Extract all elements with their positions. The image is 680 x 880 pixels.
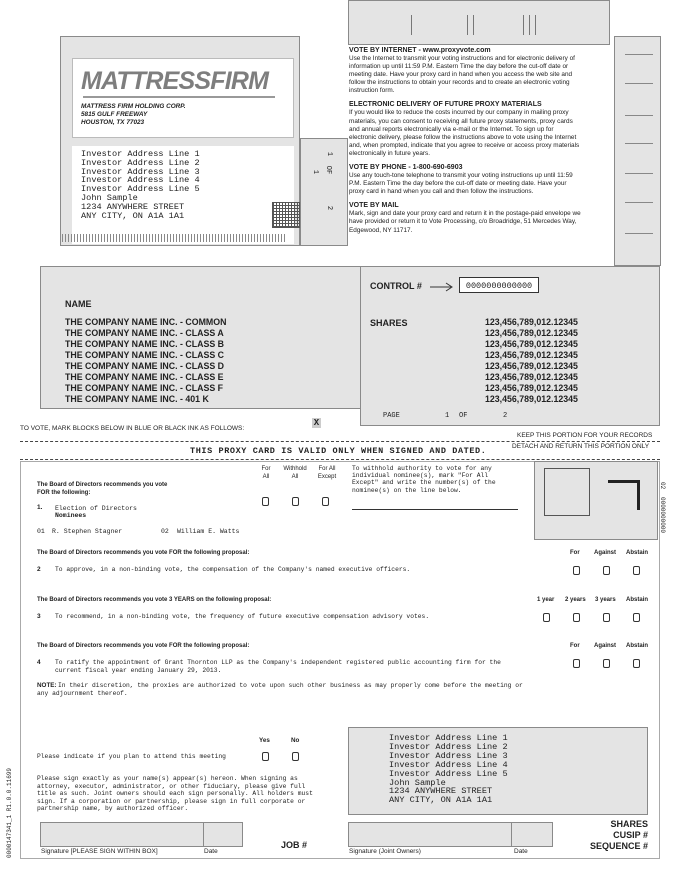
valid-notice: THIS PROXY CARD IS VALID ONLY WHEN SIGNED AND DATED. xyxy=(190,446,487,456)
investor-address xyxy=(81,150,200,220)
instruction-mail xyxy=(349,202,614,234)
investor-address-box xyxy=(72,146,294,244)
holding-name: THE COMPANY NAME INC. - CLASS A xyxy=(65,328,224,338)
share-value: 123,456,789,012.12345 xyxy=(485,317,578,327)
proposal4-col-abstain: Abstain xyxy=(626,643,649,649)
page-vertical-3: 2 xyxy=(325,205,334,211)
detach-portion: DETACH AND RETURN THIS PORTION ONLY xyxy=(512,443,650,450)
withhold-instruction xyxy=(352,465,496,494)
address-line: John Sample xyxy=(81,192,138,203)
address-line: ANY CITY, ON A1A 1A1 xyxy=(81,210,185,221)
col-label: Withhold xyxy=(283,466,307,472)
page-of: OF xyxy=(459,412,468,420)
address-line: 1234 ANYWHERE STREET xyxy=(81,201,185,212)
share-value: 123,456,789,012.12345 xyxy=(485,372,578,382)
footer-shares: SHARES xyxy=(610,819,648,829)
proposal4-line: To ratify the appointment of Grant Thornton LLP as the Company's independent registered public accounting firm for the xyxy=(55,659,501,666)
signature-joint-label: Signature (Joint Owners) xyxy=(349,848,421,855)
withhold-line: To withhold authority to vote for any xyxy=(352,465,492,472)
address-line: Investor Address Line 4 xyxy=(389,759,508,770)
proposal4-col-for: For xyxy=(570,643,580,649)
perforation-line xyxy=(20,441,660,442)
col-label: For xyxy=(261,466,271,472)
for-all-except-checkbox[interactable] xyxy=(322,497,329,506)
date-joint-label: Date xyxy=(514,848,528,855)
proposal4-num: 4 xyxy=(37,659,41,666)
attend-yes-label: Yes xyxy=(259,737,270,744)
postal-barcode xyxy=(62,234,287,242)
signature-joint-box[interactable] xyxy=(348,822,512,847)
right-vertical-code: 02 xyxy=(659,482,666,490)
address-line: 1234 ANYWHERE STREET xyxy=(389,786,493,797)
holding-name: THE COMPANY NAME INC. - 401 K xyxy=(65,394,209,404)
proposal2-against-checkbox[interactable] xyxy=(603,566,610,575)
address-line: Investor Address Line 1 xyxy=(81,149,200,159)
date-joint-box[interactable] xyxy=(511,822,553,847)
address-line: Investor Address Line 1 xyxy=(389,733,508,743)
sign-instruction-line: title as such. Joint owners should each sign personally. All holders must xyxy=(37,790,313,798)
date-box[interactable] xyxy=(203,822,243,847)
ink-instruction: TO VOTE, MARK BLOCKS BELOW IN BLUE OR BLACK INK AS FOLLOWS: xyxy=(20,425,245,432)
page-number: 1 xyxy=(445,412,450,420)
proposal3-1year-checkbox[interactable] xyxy=(543,613,550,622)
instruction-line: have provided or return it to Vote Processing, c/o Broadridge, 51 Mercedes Way, xyxy=(349,218,577,226)
instruction-line: information up until 11:59 P.M. Eastern Time the day before the cut-off date or xyxy=(349,63,569,71)
col-label: Except xyxy=(317,474,337,480)
share-value: 123,456,789,012.12345 xyxy=(485,339,578,349)
election-heading-line: The Board of Directors recommends you vote xyxy=(37,482,168,488)
proposal4-line: current fiscal year ending January 29, 2013. xyxy=(55,666,222,674)
proposal4-abstain-checkbox[interactable] xyxy=(633,659,640,668)
election-heading xyxy=(37,481,167,497)
attend-no-label: No xyxy=(291,737,300,744)
instruction-line: and, when prompted, indicate that you agree to receive or access proxy materials xyxy=(349,141,580,149)
proposal2-text: To approve, in a non-binding vote, the compensation of the Company's named executive officers. xyxy=(55,566,411,573)
page-label: PAGE xyxy=(383,412,400,420)
proposal3-2years-checkbox[interactable] xyxy=(573,613,580,622)
proposal3-col-1year: 1 year xyxy=(537,597,555,603)
company-line: MATTRESS FIRM HOLDING CORP. xyxy=(81,103,186,110)
instruction-electronic xyxy=(349,101,614,158)
instruction-heading: ELECTRONIC DELIVERY OF FUTURE PROXY MATERIALS xyxy=(349,101,542,109)
proposal2-heading: The Board of Directors recommends you vote FOR the following proposal: xyxy=(37,550,250,556)
return-address-panel xyxy=(348,727,648,815)
shares-label: SHARES xyxy=(370,318,408,328)
company-line: 5815 GULF FREEWAY xyxy=(81,111,148,119)
holdings-left xyxy=(40,266,361,409)
page-vertical-2: 1 xyxy=(311,169,320,175)
voting-instructions xyxy=(349,47,614,235)
attend-yes-checkbox[interactable] xyxy=(262,752,269,761)
control-number: 0000000000000 xyxy=(459,277,539,293)
instruction-heading: VOTE BY INTERNET - www.proxyvote.com xyxy=(349,47,491,54)
instruction-line: Use the Internet to transmit your voting instructions and for electronic delivery of xyxy=(349,55,575,62)
footer-right xyxy=(560,819,648,852)
col-label: All xyxy=(291,474,299,480)
instruction-line: follow the instructions to obtain your records and to create an electronic voting xyxy=(349,79,570,87)
proposal2-col-abstain: Abstain xyxy=(626,550,649,556)
company-box xyxy=(72,58,294,138)
address-line: Investor Address Line 5 xyxy=(81,184,200,195)
share-value: 123,456,789,012.12345 xyxy=(485,350,578,360)
proposal2-col-for: For xyxy=(570,550,580,556)
proposal3-abstain-checkbox[interactable] xyxy=(633,613,640,622)
arrow-icon xyxy=(429,280,455,292)
holding-name: THE COMPANY NAME INC. - CLASS B xyxy=(65,339,225,349)
proposal3-text: To recommend, in a non-binding vote, the frequency of future executive compensation advisory votes. xyxy=(55,613,430,620)
holding-name: THE COMPANY NAME INC. - CLASS F xyxy=(65,383,224,393)
holdings-right xyxy=(360,266,660,426)
item-title: Election of Directors xyxy=(55,505,137,512)
top-barcode-strip xyxy=(348,0,610,45)
return-address xyxy=(389,734,508,805)
control-label: CONTROL # xyxy=(370,281,422,291)
instruction-line: Use any touch-tone telephone to transmit your voting instructions up until 11:59 xyxy=(349,172,573,180)
proposal2-for-checkbox[interactable] xyxy=(573,566,580,575)
col-label: For All xyxy=(318,466,336,472)
holding-name: THE COMPANY NAME INC. - CLASS C xyxy=(65,350,225,360)
instruction-line: P.M. Eastern Time the day before the cut-off date or meeting date. Have your xyxy=(349,180,567,188)
proposal2-abstain-checkbox[interactable] xyxy=(633,566,640,575)
page-vertical-of: OF xyxy=(324,165,333,175)
company-address xyxy=(81,103,186,127)
left-vertical-code: 0000147341_1 R1.0.0.11699 xyxy=(6,767,13,858)
proposal4-against-checkbox[interactable] xyxy=(603,659,610,668)
attend-no-checkbox[interactable] xyxy=(292,752,299,761)
col-withhold-all xyxy=(279,465,311,481)
perforation-line-2 xyxy=(20,459,660,460)
col-for-all xyxy=(256,465,276,481)
withhold-all-checkbox[interactable] xyxy=(292,497,299,506)
nominee-num: 01 xyxy=(37,528,45,535)
col-label: All xyxy=(262,474,270,480)
nominee-name: William E. Watts xyxy=(177,528,240,535)
ink-sample: X xyxy=(313,418,320,428)
note-line: any adjournment thereof. xyxy=(37,689,128,697)
proposal2-col-against: Against xyxy=(594,550,617,556)
address-line: Investor Address Line 3 xyxy=(81,166,200,177)
share-value: 123,456,789,012.12345 xyxy=(485,394,578,404)
sign-instruction-line: partnership name, by authorized officer. xyxy=(37,805,189,813)
proposal4-col-against: Against xyxy=(594,643,617,649)
sign-instruction-line: sign. If a corporation or partnership, please sign in full corporate or xyxy=(37,797,306,805)
address-line: John Sample xyxy=(389,777,446,788)
share-value: 123,456,789,012.12345 xyxy=(485,383,578,393)
instruction-line: materials, you can consent to receiving all future proxy statements, proxy cards xyxy=(349,117,573,125)
address-line: ANY CITY, ON A1A 1A1 xyxy=(389,795,493,806)
instruction-line: proxy card in hand when you call and then follow the instructions. xyxy=(349,188,534,196)
nominee-name: R. Stephen Stagner xyxy=(52,528,123,535)
footer-sequence: SEQUENCE # xyxy=(589,841,648,851)
keep-portion: KEEP THIS PORTION FOR YOUR RECORDS xyxy=(517,432,653,439)
proposal3-col-3years: 3 years xyxy=(595,597,616,603)
nominees-label: Nominees xyxy=(55,512,87,519)
address-grid xyxy=(272,202,300,228)
instruction-heading: VOTE BY PHONE - 1-800-690-6903 xyxy=(349,164,463,172)
signature-label: Signature [PLEASE SIGN WITHIN BOX] xyxy=(41,848,158,855)
date-label: Date xyxy=(204,848,218,855)
logo-underline xyxy=(83,96,275,98)
company-line: HOUSTON, TX 77023 xyxy=(81,119,145,127)
instruction-line: instruction form. xyxy=(349,87,395,95)
instruction-line: Edgewood, NY 11717. xyxy=(349,226,413,234)
col-for-all-except xyxy=(313,465,341,481)
proposal4-heading: The Board of Directors recommends you vote FOR the following proposal: xyxy=(37,643,250,649)
nominee-exception-line[interactable] xyxy=(352,509,518,510)
job-label: JOB # xyxy=(281,840,308,850)
name-label: NAME xyxy=(65,299,92,309)
address-line: Investor Address Line 5 xyxy=(389,768,508,779)
item-num: 1. xyxy=(37,504,43,511)
proposal2-num: 2 xyxy=(37,566,41,573)
address-line: Investor Address Line 3 xyxy=(389,750,508,761)
proposal3-col-2years: 2 years xyxy=(565,597,586,603)
corner-mark xyxy=(608,480,640,510)
proposal3-num: 3 xyxy=(37,613,41,620)
holding-name: THE COMPANY NAME INC. - CLASS E xyxy=(65,372,224,382)
withhold-line: individual nominee(s), mark "For All xyxy=(352,472,489,480)
address-line: Investor Address Line 4 xyxy=(81,175,200,186)
sign-instruction-line: Please sign exactly as your name(s) appear(s) hereon. When signing as xyxy=(37,775,298,782)
barcode-box xyxy=(544,468,590,516)
note-label: NOTE: xyxy=(37,682,57,689)
proposal4-text xyxy=(55,659,501,674)
signature-box[interactable] xyxy=(40,822,204,847)
holding-name: THE COMPANY NAME INC. - CLASS D xyxy=(65,361,225,371)
right-vertical-number: 0000000000 xyxy=(659,497,666,534)
instruction-phone xyxy=(349,164,614,196)
instruction-line: meeting date. Have your proxy card in hand when you access the web site and xyxy=(349,71,573,79)
sign-instructions xyxy=(37,775,313,813)
note-text xyxy=(37,682,523,697)
proposal3-col-abstain: Abstain xyxy=(626,597,649,603)
share-value: 123,456,789,012.12345 xyxy=(485,361,578,371)
page-side-tab xyxy=(300,138,348,246)
nominee-num: 02 xyxy=(161,528,169,535)
instruction-line: If you would like to reduce the costs incurred by our company in mailing proxy xyxy=(349,109,569,117)
instruction-line: Mark, sign and date your proxy card and return it in the postage-paid envelope we xyxy=(349,210,581,218)
election-heading-line: FOR the following: xyxy=(37,490,91,496)
note-line: In their discretion, the proxies are authorized to vote upon such other business as may properly come before the meeting or xyxy=(58,682,523,689)
proposal3-3years-checkbox[interactable] xyxy=(603,613,610,622)
instruction-line: electronic delivery, please follow the instructions above to vote using the Internet xyxy=(349,133,577,141)
for-all-checkbox[interactable] xyxy=(262,497,269,506)
instruction-heading: VOTE BY MAIL xyxy=(349,202,399,210)
right-tab-strip xyxy=(614,36,661,266)
page-vertical-1: 1 xyxy=(325,151,334,157)
address-line: Investor Address Line 2 xyxy=(389,741,508,752)
proposal4-for-checkbox[interactable] xyxy=(573,659,580,668)
address-line: Investor Address Line 2 xyxy=(81,157,200,168)
instruction-line: electronically in future years. xyxy=(349,149,430,157)
attend-text: Please indicate if you plan to attend this meeting xyxy=(37,753,226,760)
withhold-line: nominee(s) on the line below. xyxy=(352,486,462,494)
holding-names xyxy=(65,317,226,405)
instruction-internet xyxy=(349,47,614,95)
page-total: 2 xyxy=(503,412,508,420)
proposal3-heading: The Board of Directors recommends you vote 3 YEARS on the following proposal: xyxy=(37,597,272,603)
company-logo: MATTRESSFIRM xyxy=(81,67,269,95)
footer-cusip: CUSIP # xyxy=(613,830,648,840)
share-values xyxy=(485,317,578,405)
sign-instruction-line: attorney, executor, administrator, or other fiduciary, please give full xyxy=(37,782,306,790)
withhold-line: Except" and write the number(s) of the xyxy=(352,479,496,487)
instruction-line: and annual reports electronically via e-mail or the Internet. To sign up for xyxy=(349,125,554,133)
holding-name: THE COMPANY NAME INC. - COMMON xyxy=(65,317,227,327)
share-value: 123,456,789,012.12345 xyxy=(485,328,578,338)
